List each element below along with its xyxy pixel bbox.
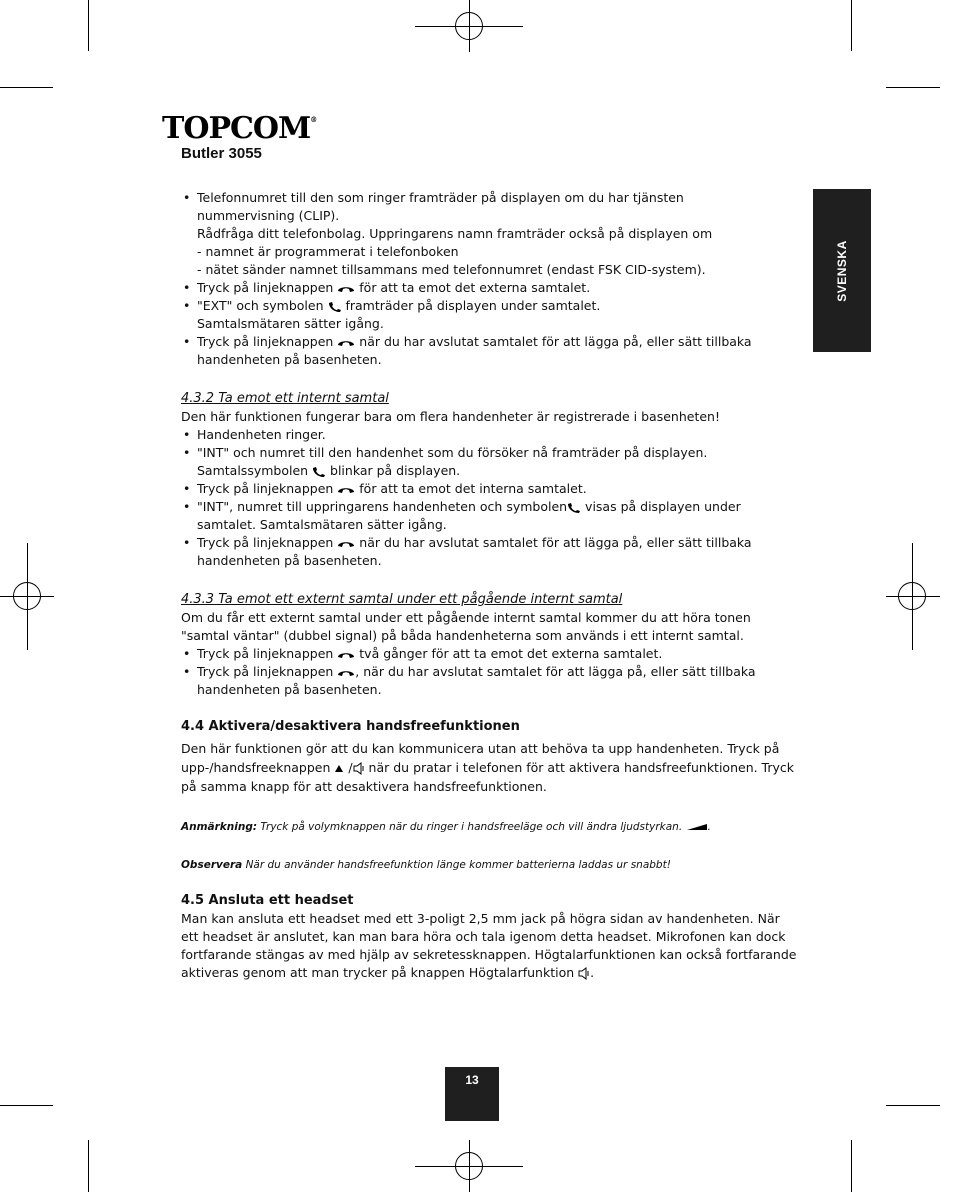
note-remark: Anmärkning: Tryck på volymknappen när du ringer i handsfreeläge och vill ändra ljudstyrkan. . <box>181 821 711 833</box>
topcom-logo: TOPCOM® <box>162 111 318 146</box>
list-item: • Tryck på linjeknappen för att ta emot det externa samtalet. <box>181 279 801 297</box>
crop-mark <box>886 87 940 88</box>
volume-icon <box>686 823 708 831</box>
list-item: • "INT" och numret till den handenhet som du försöker nå framträder på displayen. Samtalssymbolen blinkar på displayen. <box>181 444 801 480</box>
section-intro-433: Om du får ett externt samtal under ett pågående internt samtal kommer du att höra tonen "samtal väntar" (dubbel signal) på båda handenheterna som används i ett internt samtal. <box>181 610 751 643</box>
handset-icon <box>337 650 355 660</box>
call-icon <box>567 502 581 514</box>
page-number: 13 <box>445 1067 499 1121</box>
list-item: • Handenheten ringer. <box>181 426 801 444</box>
language-tab: SVENSKA <box>813 189 871 352</box>
up-arrow-icon <box>334 764 344 773</box>
call-icon <box>312 466 326 478</box>
intro-bullets <box>181 189 801 369</box>
list-item: • Tryck på linjeknappen , när du har avslutat samtalet för att lägga på, eller sätt tillbaka handenheten på basenheten. <box>181 663 801 699</box>
list-item: • "EXT" och symbolen framträder på displayen under samtalet. Samtalsmätaren sätter igång. <box>181 297 801 333</box>
section-body-44: Den här funktionen gör att du kan kommunicera utan att behöva ta upp handenheten. Tryck på upp-/handsfreeknappen / när du pratar i telefonen för att aktivera handsfreefunktionen. Tryck på samma knapp för att desaktivera handsfreefunktionen. <box>181 741 795 794</box>
crop-mark <box>851 0 852 51</box>
section-intro-432: Den här funktionen fungerar bara om flera handenheter är registrerade i basenheten! <box>181 409 720 424</box>
list-item: • Tryck på linjeknappen när du har avslutat samtalet för att lägga på, eller sätt tillbaka handenheten på basenheten. <box>181 333 801 369</box>
section-heading-433: 4.3.3 Ta emot ett externt samtal under ett pågående internt samtal <box>181 592 623 607</box>
crop-mark <box>0 1105 53 1106</box>
crop-mark <box>88 0 89 51</box>
section-heading-432: 4.3.2 Ta emot ett internt samtal <box>181 391 389 406</box>
crop-mark <box>0 87 53 88</box>
crop-mark <box>886 1105 940 1106</box>
handset-icon <box>337 485 355 495</box>
crop-mark <box>851 1140 852 1192</box>
note-observe: Observera När du använder handsfreefunktion länge kommer batterierna laddas ur snabbt! <box>181 859 671 871</box>
registration-mark <box>13 582 41 610</box>
handset-icon <box>337 668 355 678</box>
page-content <box>181 189 801 982</box>
speaker-icon <box>578 967 590 980</box>
handset-icon <box>337 338 355 348</box>
list-item: • "INT", numret till uppringarens handenheten och symbolen visas på displayen under samtalet. Samtalsmätaren sätter igång. <box>181 498 801 534</box>
list-item: • Tryck på linjeknappen när du har avslutat samtalet för att lägga på, eller sätt tillbaka handenheten på basenheten. <box>181 534 801 570</box>
handset-icon <box>337 539 355 549</box>
section-heading-45: 4.5 Ansluta ett headset <box>181 893 354 908</box>
model-name: Butler 3055 <box>181 145 262 162</box>
bullets-433 <box>181 645 801 699</box>
registration-mark <box>455 12 483 40</box>
list-item: • Tryck på linjeknappen två gånger för att ta emot det externa samtalet. <box>181 645 801 663</box>
bullets-432 <box>181 426 801 570</box>
call-icon <box>328 301 342 313</box>
handset-icon <box>337 284 355 294</box>
list-item: • Tryck på linjeknappen för att ta emot det interna samtalet. <box>181 480 801 498</box>
registration-mark <box>898 582 926 610</box>
crop-mark <box>88 1140 89 1192</box>
list-item: • Telefonnumret till den som ringer framträder på displayen om du har tjänsten nummervisning (CLIP). Rådfråga ditt telefonbolag. Uppringarens namn framträder också på displayen om - namnet är programmerat i telefonboken - nätet sänder namnet tillsammans med telefonnumret (endast FSK CID-system). <box>181 189 801 279</box>
section-body-45: Man kan ansluta ett headset med ett 3-poligt 2,5 mm jack på högra sidan av handenheten. När ett headset är anslutet, kan man bara höra och tala igenom detta headset. Mikrofonen kan dock fortfarande stängas av med hjälp av sekretessknappen. Högtalarfunktionen kan också fortfarande aktiveras genom att man trycker på knappen Högtalarfunktion . <box>181 911 797 980</box>
registration-mark <box>455 1152 483 1180</box>
speaker-icon <box>353 762 365 775</box>
section-heading-44: 4.4 Aktivera/desaktivera handsfreefunktionen <box>181 719 520 734</box>
